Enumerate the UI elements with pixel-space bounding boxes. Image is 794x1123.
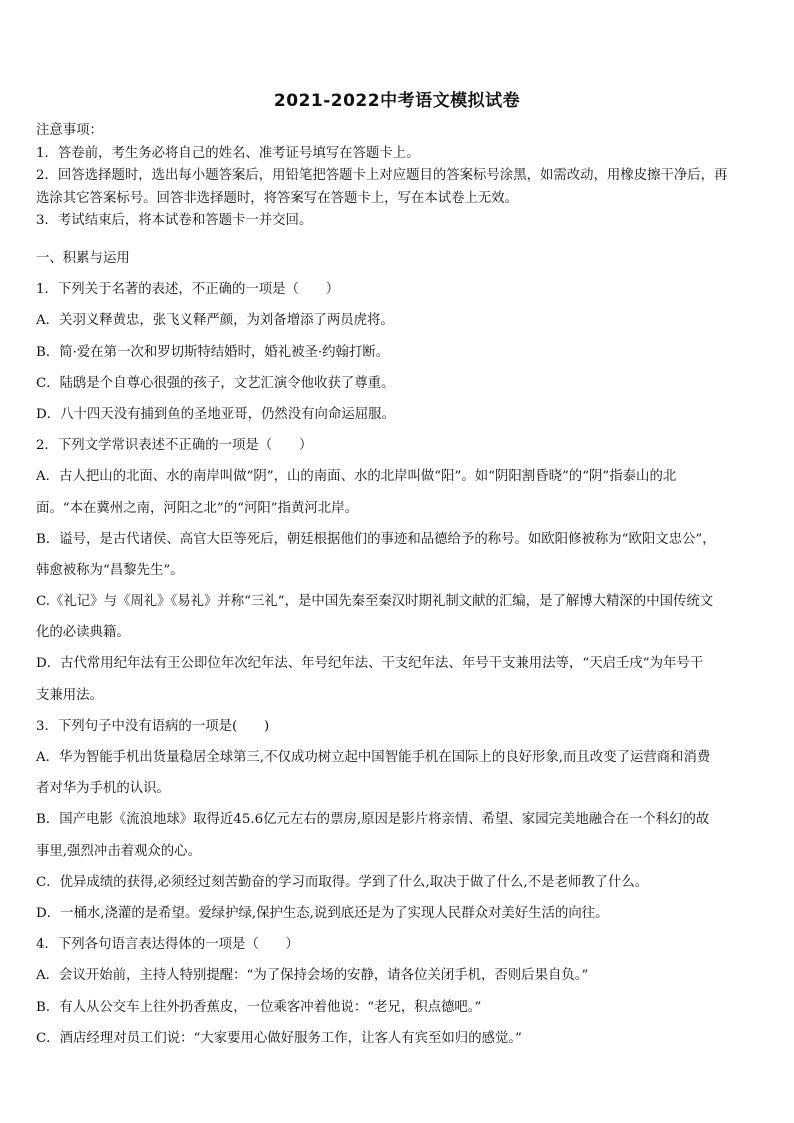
question-4-option: C．酒店经理对员工们说：“大家要用心做好服务工作，让客人有宾至如归的感觉。” — [36, 1030, 522, 1046]
question-4-option: B．有人从公交车上往外扔香蕉皮，一位乘客冲着他说：“老兄，积点德吧。” — [36, 999, 482, 1015]
question-3-option: D．一桶水,浇灌的是希望。爱绿护绿,保护生态,说到底还是为了实现人民群众对美好生活的向往。 — [36, 905, 609, 921]
question-1-option: D．八十四天没有捕到鱼的圣地亚哥，仍然没有向命运屈服。 — [36, 406, 395, 422]
question-1-stem: 1．下列关于名著的表述，不正确的一项是（ ） — [36, 282, 340, 298]
question-2-option: 支兼用法。 — [36, 687, 103, 703]
notes-heading: 注意事项： — [36, 123, 103, 138]
question-3-option: 者对华为手机的认识。 — [36, 781, 170, 797]
question-1-option: A．关羽义释黄忠，张飞义释严颜，为刘备增添了两员虎将。 — [36, 313, 394, 329]
question-1-option: B．简·爱在第一次和罗切斯特结婚时，婚礼被圣·约翰打断。 — [36, 344, 390, 360]
section-accumulation — [36, 243, 760, 1054]
question-2-option: B．谥号，是古代诸侯、高官大臣等死后，朝廷根据他们的事迹和品德给予的称号。如欧阳修被称为“欧阳文忠公”， — [36, 531, 716, 547]
note-item: 1．答卷前，考生务必将自己的姓名、准考证号填写在答题卡上。 — [36, 145, 420, 161]
note-item: 3．考试结束后，将本试卷和答题卡一并交回。 — [36, 213, 313, 228]
question-2-option: 面。“本在冀州之南，河阳之北”的“河阳”指黄河北岸。 — [36, 500, 358, 516]
question-3-option: B．国产电影《流浪地球》取得近45.6亿元左右的票房,原因是影片将亲情、希望、家园完美地融合在一个科幻的故 — [36, 812, 710, 828]
question-2-stem: 2．下列文学常识表述不正确的一项是（ ） — [36, 438, 313, 454]
question-3-option: A．华为智能手机出货量稳居全球第三,不仅成功树立起中国智能手机在国际上的良好形象,而且改变了运营商和消费 — [36, 750, 711, 765]
question-2-option: A．古人把山的北面、水的南岸叫做“阴”，山的南面、水的北岸叫做“阳”。如“阴阳割昏晓”的“阴”指泰山的北 — [36, 469, 677, 485]
question-1-option: C．陆鸱是个自尊心很强的孩子，文艺汇演令他收获了尊重。 — [36, 375, 395, 391]
question-2-option: 化的必读典籍。 — [36, 625, 130, 641]
notes-block — [36, 120, 760, 233]
question-3-option: 事里,强烈冲击着观众的心。 — [36, 843, 201, 859]
question-2-option: 韩愈被称为“昌黎先生”。 — [36, 562, 184, 578]
question-2-option: D．古代常用纪年法有王公即位年次纪年法、年号纪年法、干支纪年法、年号干支兼用法等，“天启壬戌”为年号干 — [36, 656, 704, 672]
question-3-option: C．优异成绩的获得,必须经过刻苦勤奋的学习而取得。学到了什么,取决于做了什么,不是老师教了什么。 — [36, 874, 649, 890]
section-heading: 一、积累与运用 — [36, 251, 130, 266]
question-3-stem: 3．下列句子中没有语病的一项是( ) — [36, 718, 270, 734]
note-item: 选涂其它答案标号。回答非选择题时，将答案写在答题卡上，写在本试卷上无效。 — [36, 190, 519, 206]
question-4-stem: 4．下列各句语言表达得体的一项是（ ） — [36, 937, 299, 953]
question-4-option: A．会议开始前，主持人特别提醒：“为了保持会场的安静，请各位关闭手机，否则后果自负。” — [36, 968, 589, 984]
note-item: 2．回答选择题时，选出每小题答案后，用铅笔把答题卡上对应题目的答案标号涂黑，如需改动，用橡皮擦干净后，再 — [36, 168, 728, 183]
question-2-option: C.《礼记》与《周礼》《易礼》并称“三礼”，是中国先秦至秦汉时期礼制文献的汇编，是了解博大精深的中国传统文 — [36, 594, 714, 610]
page-title: 2021-2022中考语文模拟试卷 — [273, 91, 521, 111]
